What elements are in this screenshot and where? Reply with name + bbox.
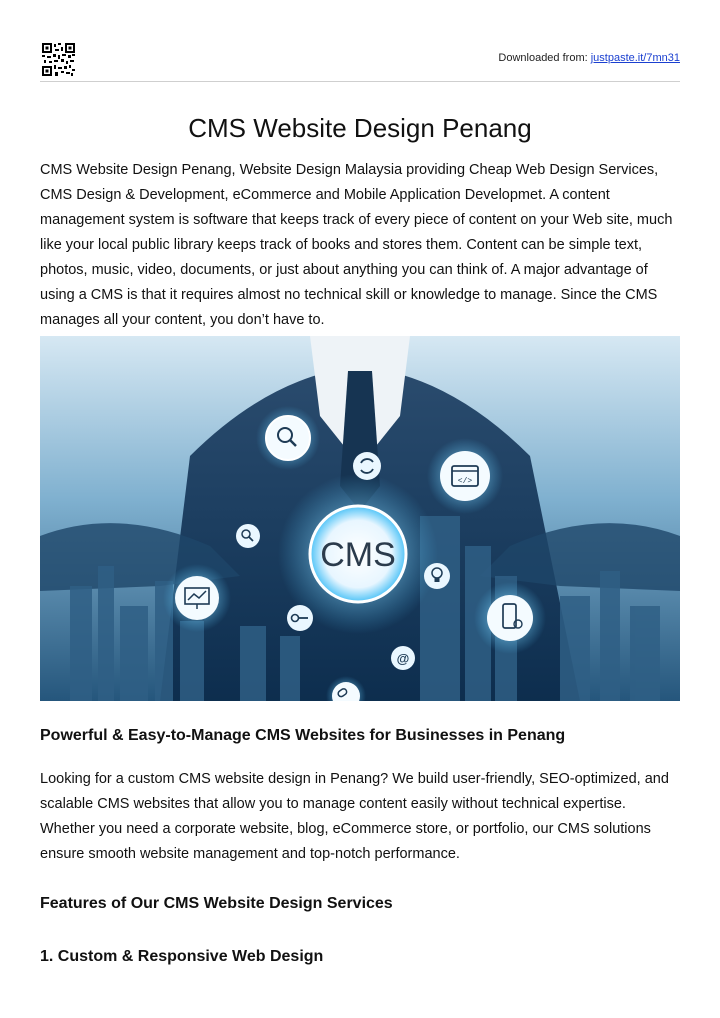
svg-text:@: @ <box>396 651 410 666</box>
intro-paragraph: CMS Website Design Penang, Website Design Malaysia providing Cheap Web Design Services, CMS Design & Development, eCommerce and Mobile Application Developmet. A content management system is software that keeps track of every piece of content on your Web site, much like your local public library keeps track of books and stores them. Content can be simple text, photos, music, video, documents, or just about anything you can think of. A major advantage of using a CMS is that it requires almost no technical skill or knowledge to manage. Since the CMS manages all your content, you don’t have to. <box>40 162 673 328</box>
search-icon <box>236 524 260 548</box>
at-sign-icon <box>391 646 415 670</box>
page-title: CMS Website Design Penang <box>188 113 532 143</box>
sync-icon <box>353 452 381 480</box>
chart-monitor-icon <box>163 564 231 632</box>
idea-bulb-icon <box>424 563 450 589</box>
hero-cms-label: CMS <box>320 536 396 574</box>
mobile-settings-icon <box>474 582 546 654</box>
download-label: Downloaded from: <box>498 52 591 64</box>
source-link[interactable]: justpaste.it/7mn31 <box>590 52 680 64</box>
code-window-icon <box>427 438 503 514</box>
section-heading-features: Features of Our CMS Website Design Services <box>40 895 393 912</box>
magnifier-icon <box>256 406 320 470</box>
download-source <box>498 52 680 64</box>
svg-text:</>: </> <box>457 477 473 486</box>
section-heading-custom-design: 1. Custom & Responsive Web Design <box>40 948 324 965</box>
qr-code-icon <box>42 43 75 76</box>
section-paragraph: Looking for a custom CMS website design in Penang? We build user-friendly, SEO-optimized, and scalable CMS websites that allow you to manage content easily without technical expertise. Whether you need a corporate website, blog, eCommerce store, or portfolio, our CMS solutions ensure smooth website management and top-notch performance. <box>40 771 669 862</box>
key-icon <box>287 605 313 631</box>
section-heading-powerful: Powerful & Easy-to-Manage CMS Websites for Businesses in Penang <box>40 727 566 744</box>
header-divider <box>40 81 680 82</box>
hero-image <box>40 336 680 701</box>
